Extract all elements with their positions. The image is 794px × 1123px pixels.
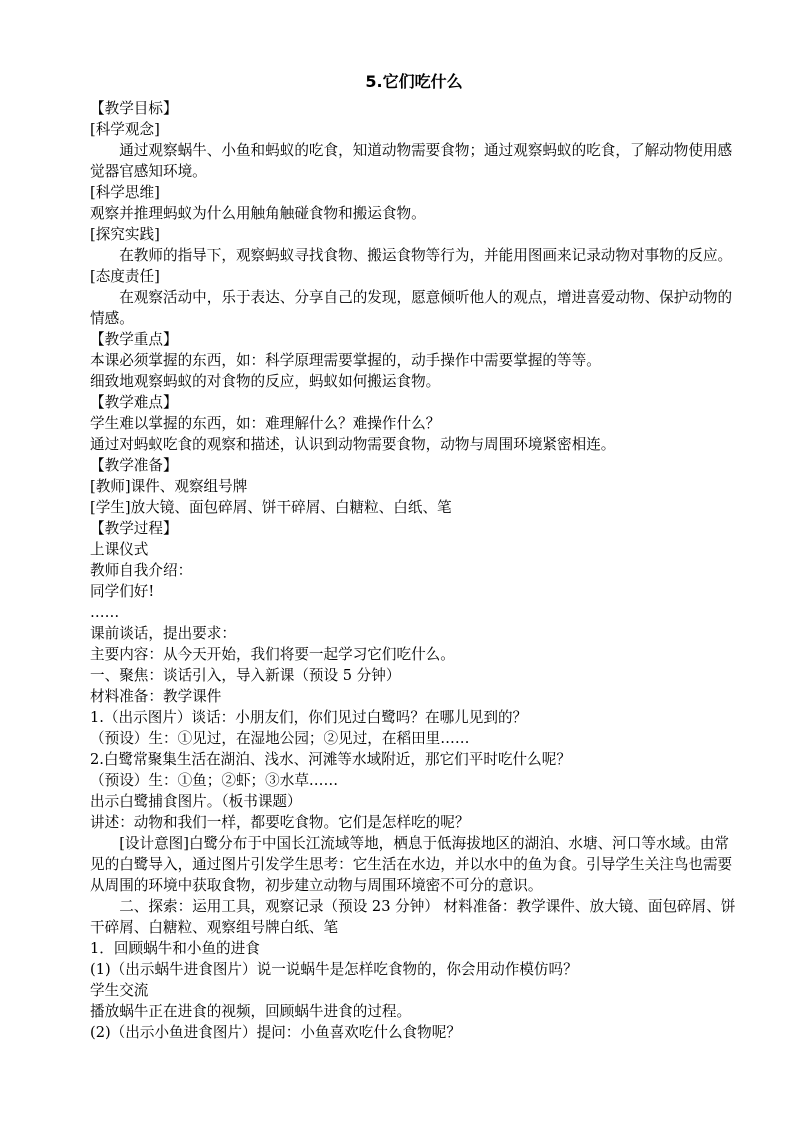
text-line: （预设）生：①鱼；②虾；③水草…… — [90, 772, 339, 789]
text-line: 同学们好! — [90, 583, 155, 600]
text-line: 【教学过程】 — [90, 520, 178, 537]
text-line: 观察并推理蚂蚁为什么用触角触碰食物和搬运食物。 — [90, 205, 426, 222]
text-line: 【教学目标】 — [90, 100, 178, 117]
text-line: 1.（出示图片）谈话：小朋友们，你们见过白鹭吗？在哪儿见到的？ — [90, 709, 528, 726]
text-line: 播放蜗牛正在进食的视频，回顾蜗牛进食的过程。 — [90, 1003, 412, 1020]
text-line: 2.白鹭常聚集生活在湖泊、浅水、河滩等水域附近，那它们平时吃什么呢？ — [90, 751, 571, 768]
text-line: (2)（出示小鱼进食图片）提问：小鱼喜欢吃什么食物呢？ — [90, 1024, 461, 1041]
text-line: …… — [90, 604, 120, 621]
text-line: 通过观察蜗牛、小鱼和蚂蚁的吃食，知道动物需要食物；通过观察蚂蚁的吃食，了解动物使用感觉器官感知环境。 — [90, 142, 733, 180]
text-line: 通过对蚂蚁吃食的观察和描述，认识到动物需要食物，动物与周围环境紧密相连。 — [90, 436, 616, 453]
text-line: 出示白鹭捕食图片。（板书课题） — [90, 793, 302, 810]
text-line: [态度责任] — [90, 268, 160, 285]
text-line: 二、探索：运用工具，观察记录（预设 23 分钟） 材料准备：教学课件、放大镜、面包碎屑、饼干碎屑、白糖粒、观察组号牌白纸、笔 — [90, 898, 736, 936]
text-line: [学生]放大镜、面包碎屑、饼干碎屑、白糖粒、白纸、笔 — [90, 499, 452, 516]
text-line: 一、聚焦：谈话引入，导入新课（预设 5 分钟） — [90, 667, 401, 684]
text-line: 上课仪式 — [90, 541, 149, 558]
text-line: 在观察活动中，乐于表达、分享自己的发现，愿意倾听他人的观点，增进喜爱动物、保护动物的情感。 — [90, 289, 733, 327]
text-line: [教师]课件、观察组号牌 — [90, 478, 248, 495]
text-line: [设计意图]白鹭分布于中国长江流域等地，栖息于低海拔地区的湖泊、水塘、河口等水域。由常见的白鹭导入，通过图片引发学生思考：它生活在水边，并以水中的鱼为食。引导学生关注鸟也需要从周围的环境中获取食物，初步建立动物与周围环境密不可分的意识。 — [90, 835, 733, 894]
text-line: 主要内容：从今天开始，我们将要一起学习它们吃什么。 — [90, 646, 455, 663]
document-title: 5.它们吃什么 — [365, 72, 463, 91]
text-line: 在教师的指导下，观察蚂蚁寻找食物、搬运食物等行为，并能用图画来记录动物对事物的反应。 — [119, 247, 733, 264]
text-line: 【教学准备】 — [90, 457, 178, 474]
text-line: 【教学重点】 — [90, 331, 178, 348]
text-line: (1)（出示蜗牛进食图片）说一说蜗牛是怎样吃食物的，你会用动作模仿吗？ — [90, 961, 578, 978]
text-line: [科学观念] — [90, 121, 160, 138]
text-line: 本课必须掌握的东西，如：科学原理需要掌握的，动手操作中需要掌握的等等。 — [90, 352, 601, 369]
text-line: [科学思维] — [90, 184, 160, 201]
text-line: 材料准备：教学课件 — [90, 688, 222, 705]
text-line: 学生交流 — [90, 982, 149, 999]
text-line: 讲述：动物和我们一样，都要吃食物。它们是怎样吃的呢？ — [90, 814, 470, 831]
text-line: 教师自我介绍： — [90, 562, 193, 579]
document-page — [90, 70, 738, 1043]
document-body — [90, 98, 738, 1043]
text-line: 【教学难点】 — [90, 394, 178, 411]
text-line: 1．回顾蜗牛和小鱼的进食 — [90, 940, 260, 957]
text-line: [探究实践] — [90, 226, 160, 243]
text-line: 课前谈话，提出要求： — [90, 625, 236, 642]
text-line: 细致地观察蚂蚁的对食物的反应，蚂蚁如何搬运食物。 — [90, 373, 441, 390]
text-line: （预设）生：①见过，在湿地公园；②见过，在稻田里…… — [90, 730, 470, 747]
text-line: 学生难以掌握的东西，如：难理解什么？难操作什么？ — [90, 415, 441, 432]
